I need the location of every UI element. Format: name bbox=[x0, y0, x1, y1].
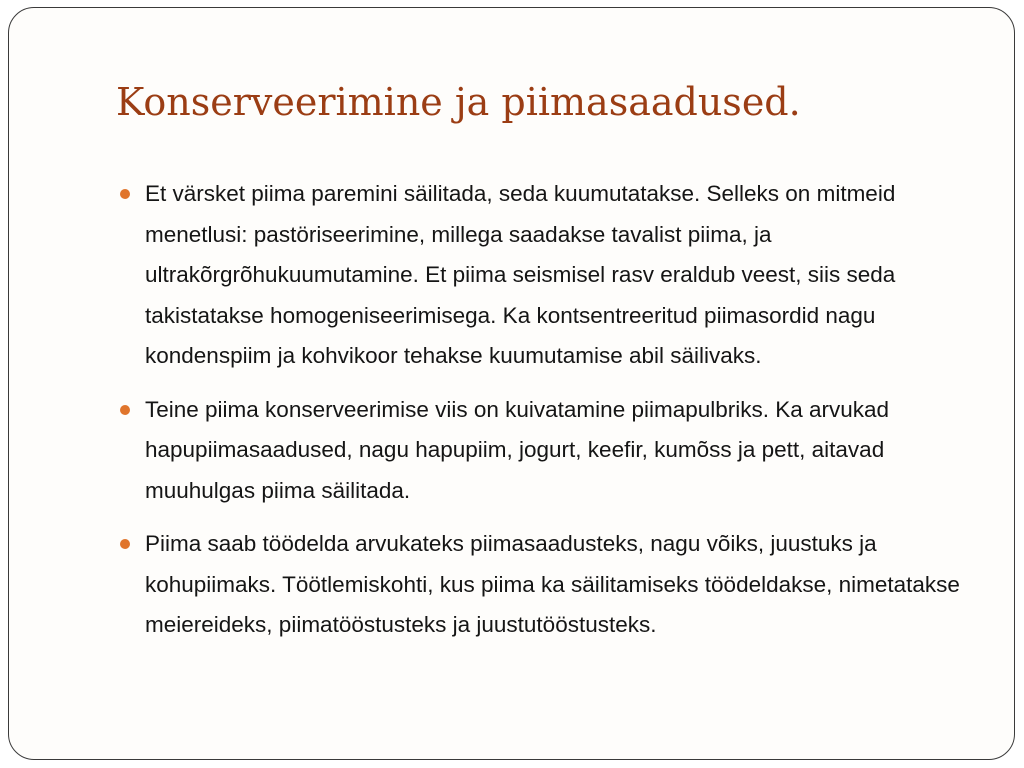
bullet-text: Et värsket piima paremini säilitada, seda kuumutatakse. Selleks on mitmeid menetlusi: pastöriseerimine, millega saadakse tavalist piima, ja ultrakõrgrõhukuumutamine. Et piima seismisel rasv eraldub veest, siis seda takistatakse homogeniseerimisega. Ka kontsentreeritud piimasordid nagu kondenspiim ja kohvikoor tehakse kuumutamise abil säilivaks. bbox=[145, 181, 896, 368]
bullet-text: Teine piima konserveerimise viis on kuivatamine piimapulbriks. Ka arvukad hapupiimasaadused, nagu hapupiim, jogurt, keefir, kumõss ja pett, aitavad muuhulgas piima säilitada. bbox=[145, 396, 890, 503]
bullet-dot-icon bbox=[120, 189, 130, 199]
bullet-item bbox=[120, 524, 982, 646]
bullet-item bbox=[120, 390, 982, 512]
bullet-text: Piima saab töödelda arvukateks piimasaadusteks, nagu võiks, juustuks ja kohupiimaks. Töötlemiskohti, kus piima ka säilitamiseks töödeldakse, nimetatakse meiereideks, piimatööstusteks ja juustutööstusteks. bbox=[145, 531, 960, 637]
bullet-list bbox=[120, 174, 982, 659]
bullet-dot-icon bbox=[120, 405, 130, 415]
bullet-dot-icon bbox=[120, 539, 130, 549]
slide bbox=[8, 7, 1015, 760]
slide-title: Konserveerimine ja piimasaadused. bbox=[116, 80, 801, 124]
bullet-item bbox=[120, 174, 982, 377]
